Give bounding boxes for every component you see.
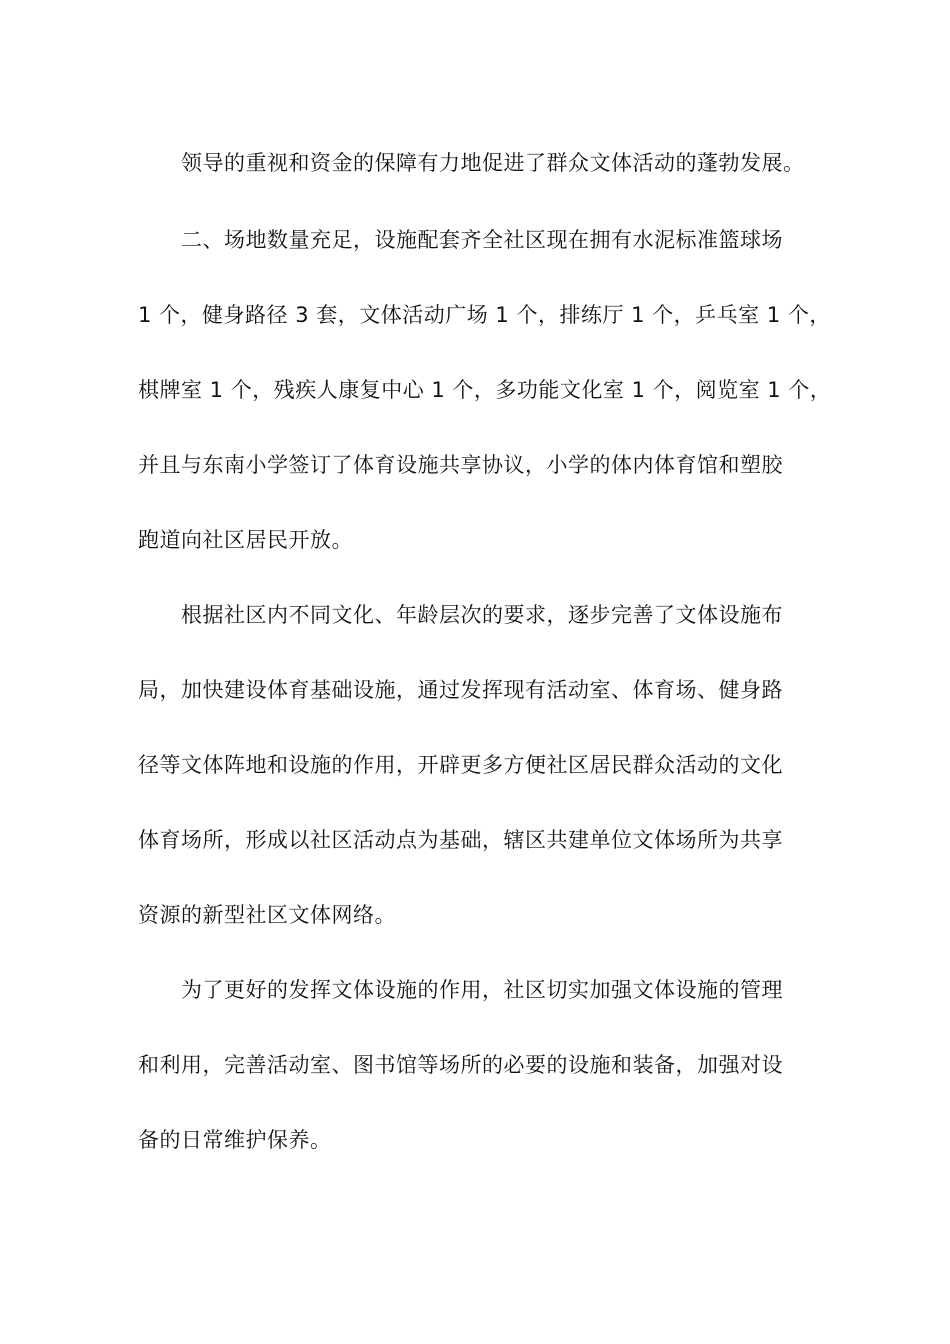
paragraph-2-line-3: 棋牌室 1 个，残疾人康复中心 1 个，多功能文化室 1 个，阅览室 1 个，: [138, 378, 832, 402]
paragraph-4-line-1: 为了更好的发挥文体设施的作用，社区切实加强文体设施的管理: [181, 978, 783, 1002]
paragraph-3-line-2: 局，加快建设体育基础设施，通过发挥现有活动室、体育场、健身路: [138, 678, 783, 702]
paragraph-3-line-4: 体育场所，形成以社区活动点为基础，辖区共建单位文体场所为共享: [138, 828, 783, 852]
paragraph-3-line-5: 资源的新型社区文体网络。: [138, 903, 396, 927]
paragraph-2-line-2: 1 个，健身路径 3 套，文体活动广场 1 个，排练厅 1 个，乒乓室 1 个，: [138, 303, 831, 327]
paragraph-2-line-4: 并且与东南小学签订了体育设施共享协议，小学的体内体育馆和塑胶: [138, 453, 783, 477]
paragraph-3-line-1: 根据社区内不同文化、年龄层次的要求，逐步完善了文体设施布: [181, 603, 783, 627]
paragraph-1-line-1: 领导的重视和资金的保障有力地促进了群众文体活动的蓬勃发展。: [181, 151, 805, 175]
paragraph-4-line-2: 和利用，完善活动室、图书馆等场所的必要的设施和装备，加强对设: [138, 1053, 783, 1077]
paragraph-3-line-3: 径等文体阵地和设施的作用，开辟更多方便社区居民群众活动的文化: [138, 753, 783, 777]
paragraph-2-line-5: 跑道向社区居民开放。: [138, 528, 353, 552]
paragraph-2-line-1: 二、场地数量充足，设施配套齐全社区现在拥有水泥标准篮球场: [181, 228, 783, 252]
paragraph-4-line-3: 备的日常维护保养。: [138, 1128, 332, 1152]
